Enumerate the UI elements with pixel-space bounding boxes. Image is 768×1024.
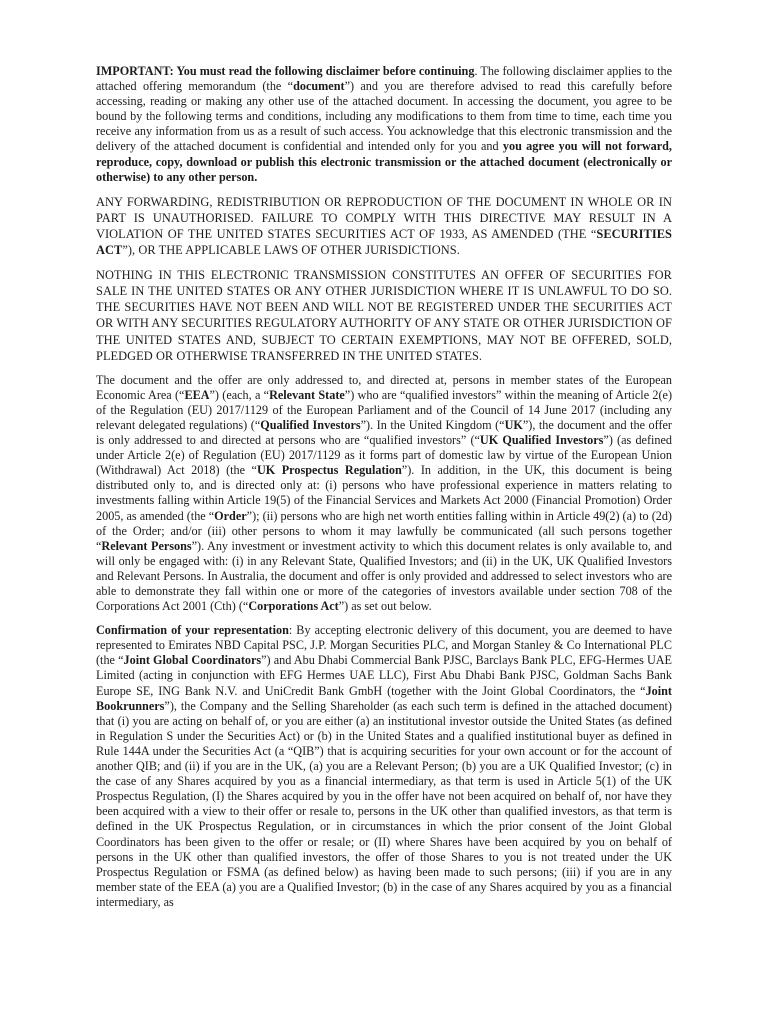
text-run: ”), the document and the offer is only addressed to and directed at persons who are “qualified investors” (“ [96,417,672,448]
bold-text-run: UK Prospectus Regulation [256,463,402,478]
text-run: : By accepting electronic delivery of this document, you are deemed to have represented to Emirates NBD Capital PSC, J.P. Morgan Securities PLC, and Morgan Stanley & Co International PLC (the “ [96,623,672,668]
representation-paragraph [96,623,672,910]
bold-text-run: Joint Bookrunners [96,683,672,713]
text-run: ”); (ii) persons who are high net worth entities falling within in Article 49(2) (a) to (2d) of the Order; and/or (iii) other persons to whom it may lawfully be communicated (all such persons together “ [96,508,672,553]
bold-text-run: Joint Global Coordinators [123,653,262,668]
bold-text-run: Confirmation of your representation [96,623,289,638]
bold-text-run: SECURITIES ACT [96,226,672,258]
text-run: ”) and Abu Dhabi Commercial Bank PJSC, Barclays Bank PLC, EFG-Hermes UAE Limited (acting in conjunction with EFG Hermes UAE LLC), First Abu Dhabi Bank PJSC, Goldman Sachs Bank Europe SE, ING Bank N.V. and UniCredit Bank GmbH (together with the Joint Global Coordinators, the “ [96,653,673,698]
text-run: NOTHING IN THIS ELECTRONIC TRANSMISSION CONSTITUTES AN OFFER OF SECURITIES FOR SALE IN THE UNITED STATES OR ANY OTHER JURISDICTION WHERE IT IS UNLAWFUL TO DO SO. THE SECURITIES HAVE NOT BEEN AND WILL NOT BE REGISTERED UNDER THE SECURITIES ACT OR WITH ANY SECURITIES REGULATORY AUTHORITY OF ANY STATE OR OTHER JURISDICTION OF THE UNITED STATES AND, SUBJECT TO CERTAIN EXEMPTIONS, MAY NOT BE OFFERED, SOLD, PLEDGED OR OTHERWISE TRANSFERRED IN THE UNITED STATES. [96,268,672,363]
bold-text-run: UK Qualified Investors [479,433,604,448]
text-run: ”) as set out below. [338,599,432,614]
bold-text-run: you agree you will not forward, reproduce, copy, download or publish this electronic transmission or the attached document (electronically or otherwise) to any other person. [96,139,672,184]
text-run: ANY FORWARDING, REDISTRIBUTION OR REPRODUCTION OF THE DOCUMENT IN WHOLE OR IN PART IS UNAUTHORISED. FAILURE TO COMPLY WITH THIS DIRECTIVE MAY RESULT IN A VIOLATION OF THE UNITED STATES SECURITIES ACT OF 1933, AS AMENDED (THE “ [96,194,672,241]
text-run: ”). Any investment or investment activity to which this document relates is only available to, and will only be engaged with: (i) in any Relevant State, Qualified Investors; and (ii) in the UK, UK Qualified Investors and Relevant Persons. In Australia, the document and offer is only provided and addressed to select investors who are able to demonstrate they fall within one or more of the categories of investors available under section 708 of the Corporations Act 2001 (Cth) (“ [96,538,672,614]
bold-text-run: UK [504,417,523,432]
bold-text-run: Qualified Investors [260,417,361,432]
text-run: ”). In the United Kingdom (“ [360,417,505,432]
bold-text-run: Corporations Act [248,599,339,614]
text-run: ”) and you are therefore advised to read this carefully before accessing, reading or making any other use of the attached document. In accessing the document, you agree to be bound by the following terms and conditions, including any modifications to them from time to time, each time you receive any information from us as a result of such access. You acknowledge that this electronic transmission and the delivery of the attached document is confidential and intended only for you and [96,79,672,154]
bold-text-run: document [293,79,345,94]
no-offer-paragraph [96,267,672,364]
bold-text-run: Relevant Persons [101,538,192,553]
text-run: ”), OR THE APPLICABLE LAWS OF OTHER JURISDICTIONS. [122,243,460,258]
text-run: ”). In addition, in the UK, this document is being distributed only to, and is directed only at: (i) persons who have professional experience in matters relating to investments falling within Article 19(5) of the Financial Services and Markets Act 2000 (Financial Promotion) Order 2005, as amended (the “ [96,463,672,523]
document-page [96,64,672,919]
bold-text-run: Order [214,508,247,523]
text-run: ”), the Company and the Selling Shareholder (as each such term is defined in the attached document) that (i) you are acting on behalf of, or you are either (a) an institutional investor outside the United States (as defined in Regulation S under the Securities Act) or (b) in the United States and a qualified institutional buyer as defined in Rule 144A under the Securities Act (a “QIB”) that is acquiring securities for your own account or for the account of another QIB; and (ii) if you are in the UK, (a) you are a Relevant Person; (b) you are a UK Qualified Investor; (c) in the case of any Shares acquired by you as a financial intermediary, as that term is used in Article 5(1) of the UK Prospectus Regulation, (I) the Shares acquired by you in the offer have not been acquired on behalf of, nor have they been acquired with a view to their offer or resale to, persons in the UK other than qualified investors, as that term is defined in the UK Prospectus Regulation, or in circumstances in which the prior consent of the Joint Global Coordinators has been given to the offer or resale; or (II) where Shares have been acquired by you on behalf of persons in the UK other than qualified investors, the offer of those Shares to you is not treated under the UK Prospectus Regulation or FSMA (as defined below) as having been made to such persons; (iii) if you are in any member state of the EEA (a) you are a Qualified Investor; (b) in the case of any Shares acquired by you as a financial intermediary, as [96,698,672,909]
bold-text-run: EEA [184,387,210,402]
bold-text-run: Relevant State [269,387,345,402]
text-run: The document and the offer are only addressed to, and directed at, persons in member states of the European Economic Area (“ [96,372,672,402]
text-run: ”) (as defined under Article 2(e) of Regulation (EU) 2017/1129 as it forms part of domestic law by virtue of the European Union (Withdrawal) Act 2018) (the “ [96,433,673,478]
text-run: ”) (each, a “ [209,387,270,402]
bold-text-run: IMPORTANT: You must read the following disclaimer before continuing [96,64,475,78]
text-run: . The following disclaimer applies to the attached offering memorandum (the “ [96,64,672,94]
eligible-investors-paragraph [96,373,672,615]
text-run: ”) who are “qualified investors” within the meaning of Article 2(e) of the Regulation (EU) 2017/1129 of the European Parliament and of the Council of 14 June 2017 (including any relevant delegated regulations) (“ [96,387,673,432]
forwarding-warning-paragraph [96,194,672,258]
disclaimer-intro-paragraph [96,64,672,185]
